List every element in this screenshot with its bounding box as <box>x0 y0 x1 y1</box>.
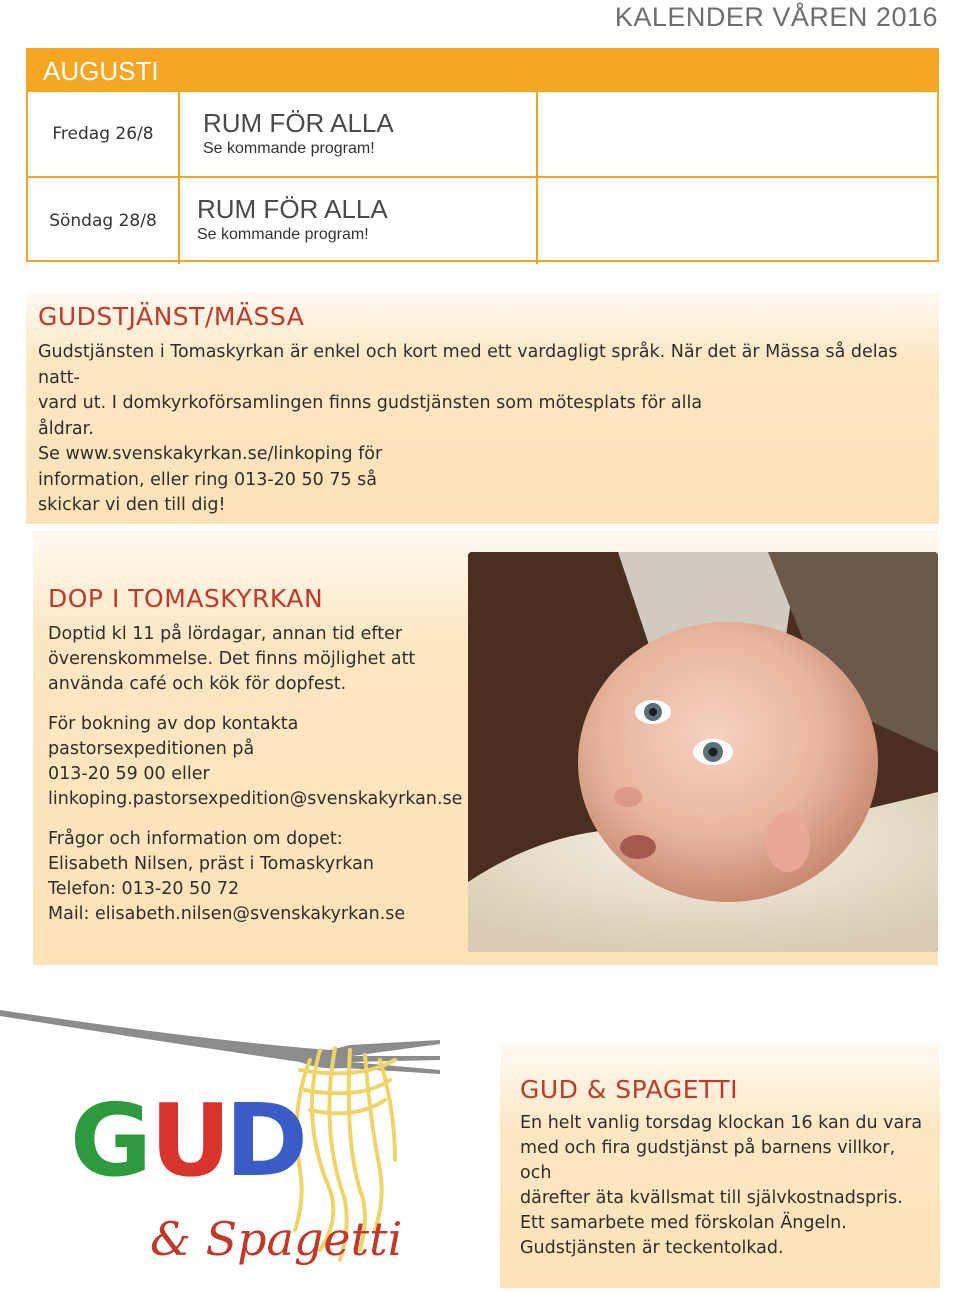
column-divider <box>178 178 180 264</box>
text-line: skickar vi den till dig! <box>38 495 226 515</box>
august-calendar <box>26 48 939 262</box>
email-link[interactable]: Mail: elisabeth.nilsen@svenskakyrkan.se <box>48 904 406 924</box>
text-line: använda café och kök för dopfest. <box>48 674 347 694</box>
event-date: Fredag 26/8 <box>52 124 154 144</box>
text-line: Gudstjänsten är teckentolkad. <box>520 1238 784 1258</box>
email-link[interactable]: linkoping.pastorsexpedition@svenskakyrkan.se <box>48 789 463 809</box>
month-heading: AUGUSTI <box>28 50 937 90</box>
column-divider <box>536 92 538 176</box>
svg-text:G: G <box>70 1082 153 1199</box>
event-subtitle: Se kommande program! <box>197 226 369 243</box>
section-heading: GUD & SPAGETTI <box>520 1075 738 1104</box>
section-heading: GUDSTJÄNST/MÄSSA <box>38 302 305 331</box>
text-line: med och fira gudstjänst på barnens villkor, och <box>520 1138 896 1183</box>
section-body <box>520 1111 930 1261</box>
svg-text:U: U <box>150 1082 232 1199</box>
svg-text:D: D <box>225 1082 309 1199</box>
text-line: vard ut. I domkyrkoförsamlingen finns gudstjänsten som mötesplats för alla åldrar. <box>38 393 703 439</box>
calendar-row <box>28 90 937 176</box>
text-line: För bokning av dop kontakta <box>48 714 299 734</box>
section-heading: DOP I TOMASKYRKAN <box>48 584 324 613</box>
text-line: En helt vanlig torsdag klockan 16 kan du vara <box>520 1113 923 1133</box>
gud-spagetti-logo <box>0 1000 470 1288</box>
logo-illustration <box>0 1000 470 1288</box>
calendar-row <box>28 176 937 264</box>
event-subtitle: Se kommande program! <box>203 140 375 157</box>
event-title: RUM FÖR ALLA <box>197 194 388 224</box>
gudstjanst-section <box>26 292 939 524</box>
spagetti-section <box>500 1045 940 1288</box>
text-line: Se www.svenskakyrkan.se/linkoping för <box>38 444 383 464</box>
text-line: därefter äta kvällsmat till självkostnadspris. <box>520 1188 903 1208</box>
logo-subtitle: & Spagetti <box>150 1212 403 1266</box>
event-date: Söndag 28/8 <box>49 211 157 231</box>
paragraph <box>48 622 478 697</box>
baby-photo <box>468 552 938 952</box>
column-divider <box>536 178 538 264</box>
section-body <box>38 340 898 519</box>
paragraph <box>48 712 478 812</box>
event-title: RUM FÖR ALLA <box>203 108 394 138</box>
text-line: överenskommelse. Det finns möjlighet att <box>48 649 416 669</box>
text-line: Telefon: 013-20 50 72 <box>48 879 240 899</box>
text-line: Gudstjänsten i Tomaskyrkan är enkel och kort med ett vardagligt språk. När det är Mässa så delas natt- <box>38 342 898 388</box>
text-line: Frågor och information om dopet: <box>48 829 343 849</box>
text-line: pastorsexpeditionen på <box>48 739 255 759</box>
section-body <box>48 622 478 942</box>
text-line: Ett samarbete med förskolan Ängeln. <box>520 1213 847 1233</box>
paragraph <box>48 827 478 927</box>
baby-illustration <box>468 552 938 952</box>
text-line: 013-20 59 00 eller <box>48 764 210 784</box>
page-title: KALENDER VÅREN 2016 <box>614 2 938 32</box>
text-line: Doptid kl 11 på lördagar, annan tid efter <box>48 624 403 644</box>
text-line: Elisabeth Nilsen, präst i Tomaskyrkan <box>48 854 374 874</box>
text-line: information, eller ring 013-20 50 75 så <box>38 469 378 490</box>
column-divider <box>178 92 180 176</box>
